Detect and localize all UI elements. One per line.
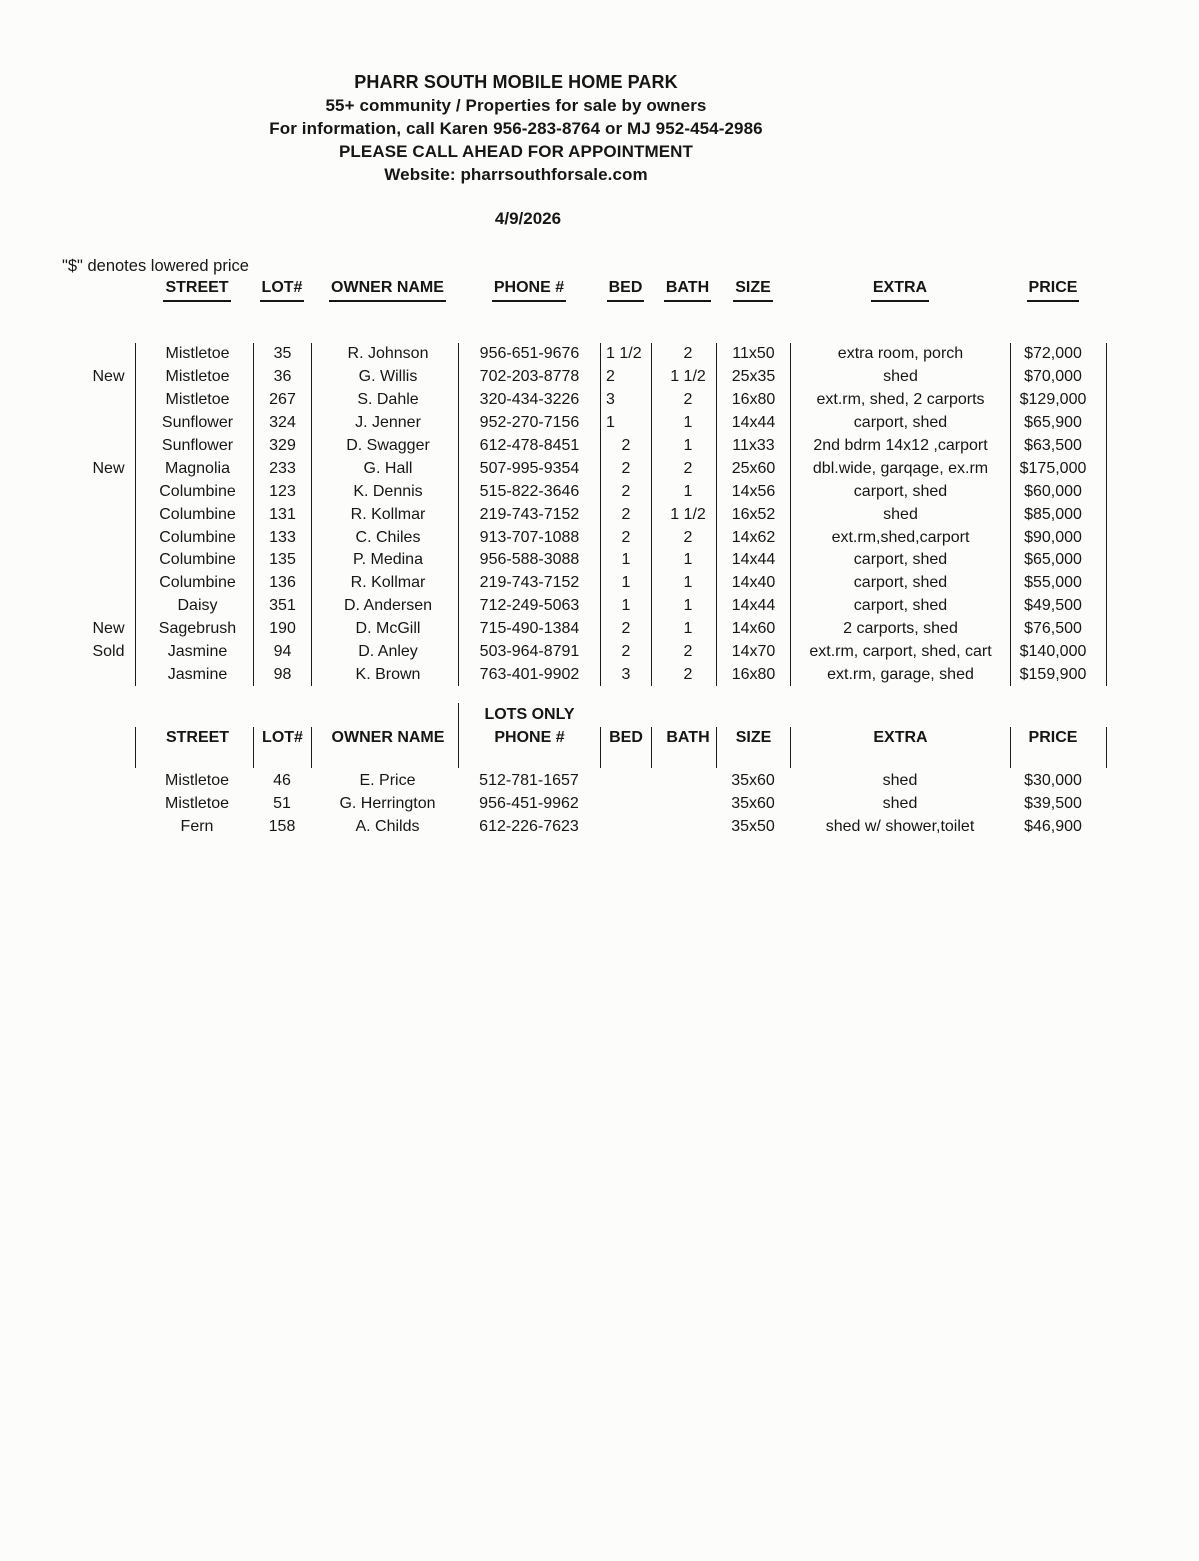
cell-bath: 2 [651,526,716,549]
home-row [0,572,1107,595]
cell-street: Fern [180,818,214,836]
cell-size: 25x60 [716,457,790,480]
cell-lot: 131 [253,503,311,526]
column-header-label: SIZE [733,277,773,302]
lots-column-header-bath: BATH [651,727,716,768]
cell-size: 11x50 [716,343,790,366]
cell-price: $175,000 [1010,457,1107,480]
cell-lot: 36 [253,366,311,389]
cell-status [0,503,135,526]
cell-status [0,663,135,686]
column-header-label: BED [607,277,645,302]
cell-size: 35x60 [731,795,775,813]
cell-owner: S. Dahle [311,389,458,412]
column-header-bed [600,277,651,302]
cell-status [0,412,135,435]
cell-status: Sold [92,643,125,661]
appointment-line: PLEASE CALL AHEAD FOR APPOINTMENT [338,142,694,161]
cell-size: 16x80 [716,389,790,412]
cell-bath [651,793,716,816]
cell-owner: G. Willis [311,366,458,389]
website-line: Website: pharrsouthforsale.com [384,165,648,184]
cell-street: Columbine [135,480,253,503]
cell-lot: 158 [268,818,296,836]
cell-phone: 219-743-7152 [458,572,600,595]
cell-street: Mistletoe [135,366,253,389]
cell-price: $70,000 [1010,366,1107,389]
cell-bed: 3 [600,389,651,412]
cell-price: $129,000 [1010,389,1107,412]
cell-owner: K. Dennis [311,480,458,503]
column-header-label: PHONE # [492,277,566,302]
cell-street: Sunflower [135,412,253,435]
main-column-header-row [0,277,1107,300]
cell-phone: 715-490-1384 [458,618,600,641]
cell-status [0,572,135,595]
cell-bed [600,793,651,816]
cell-size: 16x80 [716,663,790,686]
cell-street: Mistletoe [164,795,230,813]
cell-bed: 1 [600,412,651,435]
cell-lot: 46 [273,772,291,790]
cell-extra: 2 carports, shed [790,618,1010,641]
cell-lot: 133 [253,526,311,549]
cell-bath: 2 [651,457,716,480]
cell-lot: 351 [253,595,311,618]
column-header-lot [253,277,311,302]
cell-bed: 2 [600,480,651,503]
cell-owner: D. Andersen [311,595,458,618]
cell-bath: 2 [651,641,716,664]
cell-size: 14x62 [716,526,790,549]
lowered-price-note: "$" denotes lowered price [62,257,249,275]
cell-phone: 507-995-9354 [458,457,600,480]
cell-owner: E. Price [359,772,416,790]
cell-bed: 2 [600,435,651,458]
cell-size: 14x60 [716,618,790,641]
cell-size: 14x70 [716,641,790,664]
home-row [0,389,1107,412]
cell-extra: shed [882,795,918,813]
cell-street: Columbine [135,503,253,526]
cell-price: $30,000 [1024,772,1082,790]
lots-column-header-extra: EXTRA [790,727,1010,768]
cell-phone: 913-707-1088 [458,526,600,549]
cell-lot: 233 [253,457,311,480]
cell-phone: 512-781-1657 [479,772,579,790]
cell-extra: ext.rm, carport, shed, cart [790,641,1010,664]
column-header-street [135,277,253,302]
cell-bed: 2 [600,457,651,480]
cell-phone: 612-226-7623 [479,818,579,836]
cell-bath [651,770,716,793]
cell-bed [600,816,651,839]
column-header-bath [651,277,716,302]
cell-bed: 1 1/2 [600,343,651,366]
cell-extra: carport, shed [790,412,1010,435]
cell-bed: 3 [600,663,651,686]
cell-price: $65,000 [1010,549,1107,572]
cell-owner: R. Johnson [311,343,458,366]
cell-status: New [92,368,125,386]
lots-only-header-row [0,686,1107,768]
cell-street: Mistletoe [135,389,253,412]
cell-owner: D. McGill [311,618,458,641]
cell-owner: P. Medina [311,549,458,572]
column-header-size [716,277,790,302]
cell-size: 14x44 [716,549,790,572]
lots-column-header-lot: LOT# [253,727,311,768]
cell-owner: R. Kollmar [311,503,458,526]
cell-status [0,343,135,366]
contact-line: For information, call Karen 956-283-8764 or MJ 952-454-2986 [269,119,763,138]
cell-owner: G. Hall [311,457,458,480]
cell-price: $65,900 [1010,412,1107,435]
cell-lot: 190 [253,618,311,641]
cell-street: Sagebrush [135,618,253,641]
cell-status: New [92,459,125,477]
cell-extra: shed [882,772,918,790]
cell-lot: 35 [253,343,311,366]
cell-bed: 1 [600,595,651,618]
cell-status [0,595,135,618]
cell-owner: C. Chiles [311,526,458,549]
lots-column-header-phone [458,703,600,768]
cell-street: Columbine [135,572,253,595]
cell-street: Jasmine [135,641,253,664]
cell-lot: 136 [253,572,311,595]
cell-status [0,793,135,816]
cell-street: Daisy [135,595,253,618]
cell-status [0,549,135,572]
cell-size: 11x33 [716,435,790,458]
cell-phone: 956-651-9676 [458,343,600,366]
cell-extra: carport, shed [790,595,1010,618]
document-header [0,71,1032,186]
cell-bed [600,770,651,793]
cell-extra: extra room, porch [790,343,1010,366]
lot-row [0,770,1107,793]
lots-column-header-owner: OWNER NAME [311,727,458,768]
cell-price: $60,000 [1010,480,1107,503]
cell-bed: 1 [600,572,651,595]
home-row [0,503,1107,526]
column-header-label: EXTRA [871,277,929,302]
column-header-phone [458,277,600,302]
cell-size: 35x60 [731,772,775,790]
cell-street: Columbine [135,526,253,549]
lots-column-header-size: SIZE [716,727,790,768]
cell-extra: shed [790,503,1010,526]
cell-status [0,389,135,412]
cell-bath [651,816,716,839]
cell-size: 25x35 [716,366,790,389]
cell-street: Magnolia [135,457,253,480]
cell-price: $55,000 [1010,572,1107,595]
cell-phone: 702-203-8778 [458,366,600,389]
cell-phone: 956-451-9962 [479,795,579,813]
cell-lot: 329 [253,435,311,458]
cell-lot: 94 [253,641,311,664]
cell-street: Mistletoe [164,772,230,790]
cell-lot: 135 [253,549,311,572]
home-row [0,457,1107,480]
lots-column-header-bed: BED [600,727,651,768]
cell-phone: 515-822-3646 [458,480,600,503]
cell-extra: ext.rm, shed, 2 carports [790,389,1010,412]
lots-column-header-label: PHONE # [494,728,565,746]
cell-extra: shed w/ shower,toilet [825,818,975,836]
cell-price: $140,000 [1010,641,1107,664]
cell-bath: 2 [651,389,716,412]
cell-extra: carport, shed [790,480,1010,503]
cell-phone: 956-588-3088 [458,549,600,572]
cell-bath: 1 1/2 [651,503,716,526]
cell-extra: shed [790,366,1010,389]
column-header-extra [790,277,1010,302]
cell-status [0,526,135,549]
cell-status [0,770,135,793]
home-row [0,366,1107,389]
cell-price: $159,900 [1010,663,1107,686]
cell-owner: K. Brown [311,663,458,686]
cell-owner: D. Anley [311,641,458,664]
cell-bath: 1 [651,595,716,618]
lots-column-header-price: PRICE [1010,727,1107,768]
cell-price: $63,500 [1010,435,1107,458]
cell-bath: 2 [651,343,716,366]
cell-bed: 2 [600,503,651,526]
cell-bath: 1 [651,572,716,595]
column-header-price [1010,277,1107,302]
cell-price: $49,500 [1010,595,1107,618]
page-title: PHARR SOUTH MOBILE HOME PARK [354,72,678,92]
cell-status [0,816,135,839]
cell-size: 14x44 [716,595,790,618]
cell-extra: dbl.wide, garqage, ex.rm [790,457,1010,480]
column-header-owner [311,277,458,302]
cell-status [0,277,135,302]
column-header-label: PRICE [1027,277,1080,302]
column-header-label: BATH [664,277,711,302]
cell-lot: 98 [253,663,311,686]
cell-bed: 2 [600,618,651,641]
cell-phone: 763-401-9902 [458,663,600,686]
cell-price: $46,900 [1024,818,1082,836]
home-row [0,663,1107,686]
cell-bath: 2 [651,663,716,686]
cell-phone: 503-964-8791 [458,641,600,664]
home-row [0,595,1107,618]
homes-table [0,339,1107,839]
cell-lot: 123 [253,480,311,503]
cell-phone: 612-478-8451 [458,435,600,458]
page-subtitle: 55+ community / Properties for sale by owners [325,96,707,115]
cell-bath: 1 [651,435,716,458]
home-row [0,618,1107,641]
cell-phone: 219-743-7152 [458,503,600,526]
lot-row [0,793,1107,816]
cell-bed: 1 [600,549,651,572]
cell-size: 16x52 [716,503,790,526]
cell-street: Columbine [135,549,253,572]
home-row [0,412,1107,435]
cell-bed: 2 [600,366,651,389]
home-row [0,435,1107,458]
column-header-label: LOT# [260,277,305,302]
cell-price: $72,000 [1010,343,1107,366]
cell-status [0,480,135,503]
cell-size: 14x56 [716,480,790,503]
cell-bath: 1 [651,412,716,435]
lots-column-header-street: STREET [135,727,253,768]
cell-extra: ext.rm, garage, shed [790,663,1010,686]
column-header-label: STREET [163,277,230,302]
cell-bath: 1 [651,549,716,572]
cell-owner: R. Kollmar [311,572,458,595]
cell-bath: 1 [651,618,716,641]
cell-extra: ext.rm,shed,carport [790,526,1010,549]
lots-only-label: LOTS ONLY [484,705,575,723]
home-row [0,343,1107,366]
cell-owner: A. Childs [355,818,420,836]
cell-price: $76,500 [1010,618,1107,641]
cell-phone: 712-249-5063 [458,595,600,618]
lot-row [0,816,1107,839]
cell-bed: 2 [600,526,651,549]
cell-status [0,749,135,768]
cell-owner: G. Herrington [339,795,436,813]
cell-price: $85,000 [1010,503,1107,526]
cell-lot: 51 [273,795,291,813]
cell-lot: 324 [253,412,311,435]
cell-phone: 952-270-7156 [458,412,600,435]
cell-size: 14x40 [716,572,790,595]
cell-price: $90,000 [1010,526,1107,549]
cell-size: 35x50 [731,818,775,836]
home-row [0,480,1107,503]
cell-extra: carport, shed [790,572,1010,595]
cell-size: 14x44 [716,412,790,435]
cell-lot: 267 [253,389,311,412]
cell-bath: 1 1/2 [651,366,716,389]
cell-street: Mistletoe [135,343,253,366]
cell-price: $39,500 [1024,795,1082,813]
cell-phone: 320-434-3226 [458,389,600,412]
cell-bed: 2 [600,641,651,664]
home-row [0,526,1107,549]
cell-extra: 2nd bdrm 14x12 ,carport [790,435,1010,458]
cell-bath: 1 [651,480,716,503]
lots-table [0,770,1107,839]
cell-status [0,435,135,458]
cell-street: Sunflower [135,435,253,458]
cell-status: New [92,620,125,638]
home-row [0,549,1107,572]
home-row [0,641,1107,664]
column-header-label: OWNER NAME [329,277,446,302]
cell-street: Jasmine [135,663,253,686]
cell-extra: carport, shed [790,549,1010,572]
document-date: 4/9/2026 [494,209,562,228]
cell-owner: D. Swagger [311,435,458,458]
cell-owner: J. Jenner [311,412,458,435]
